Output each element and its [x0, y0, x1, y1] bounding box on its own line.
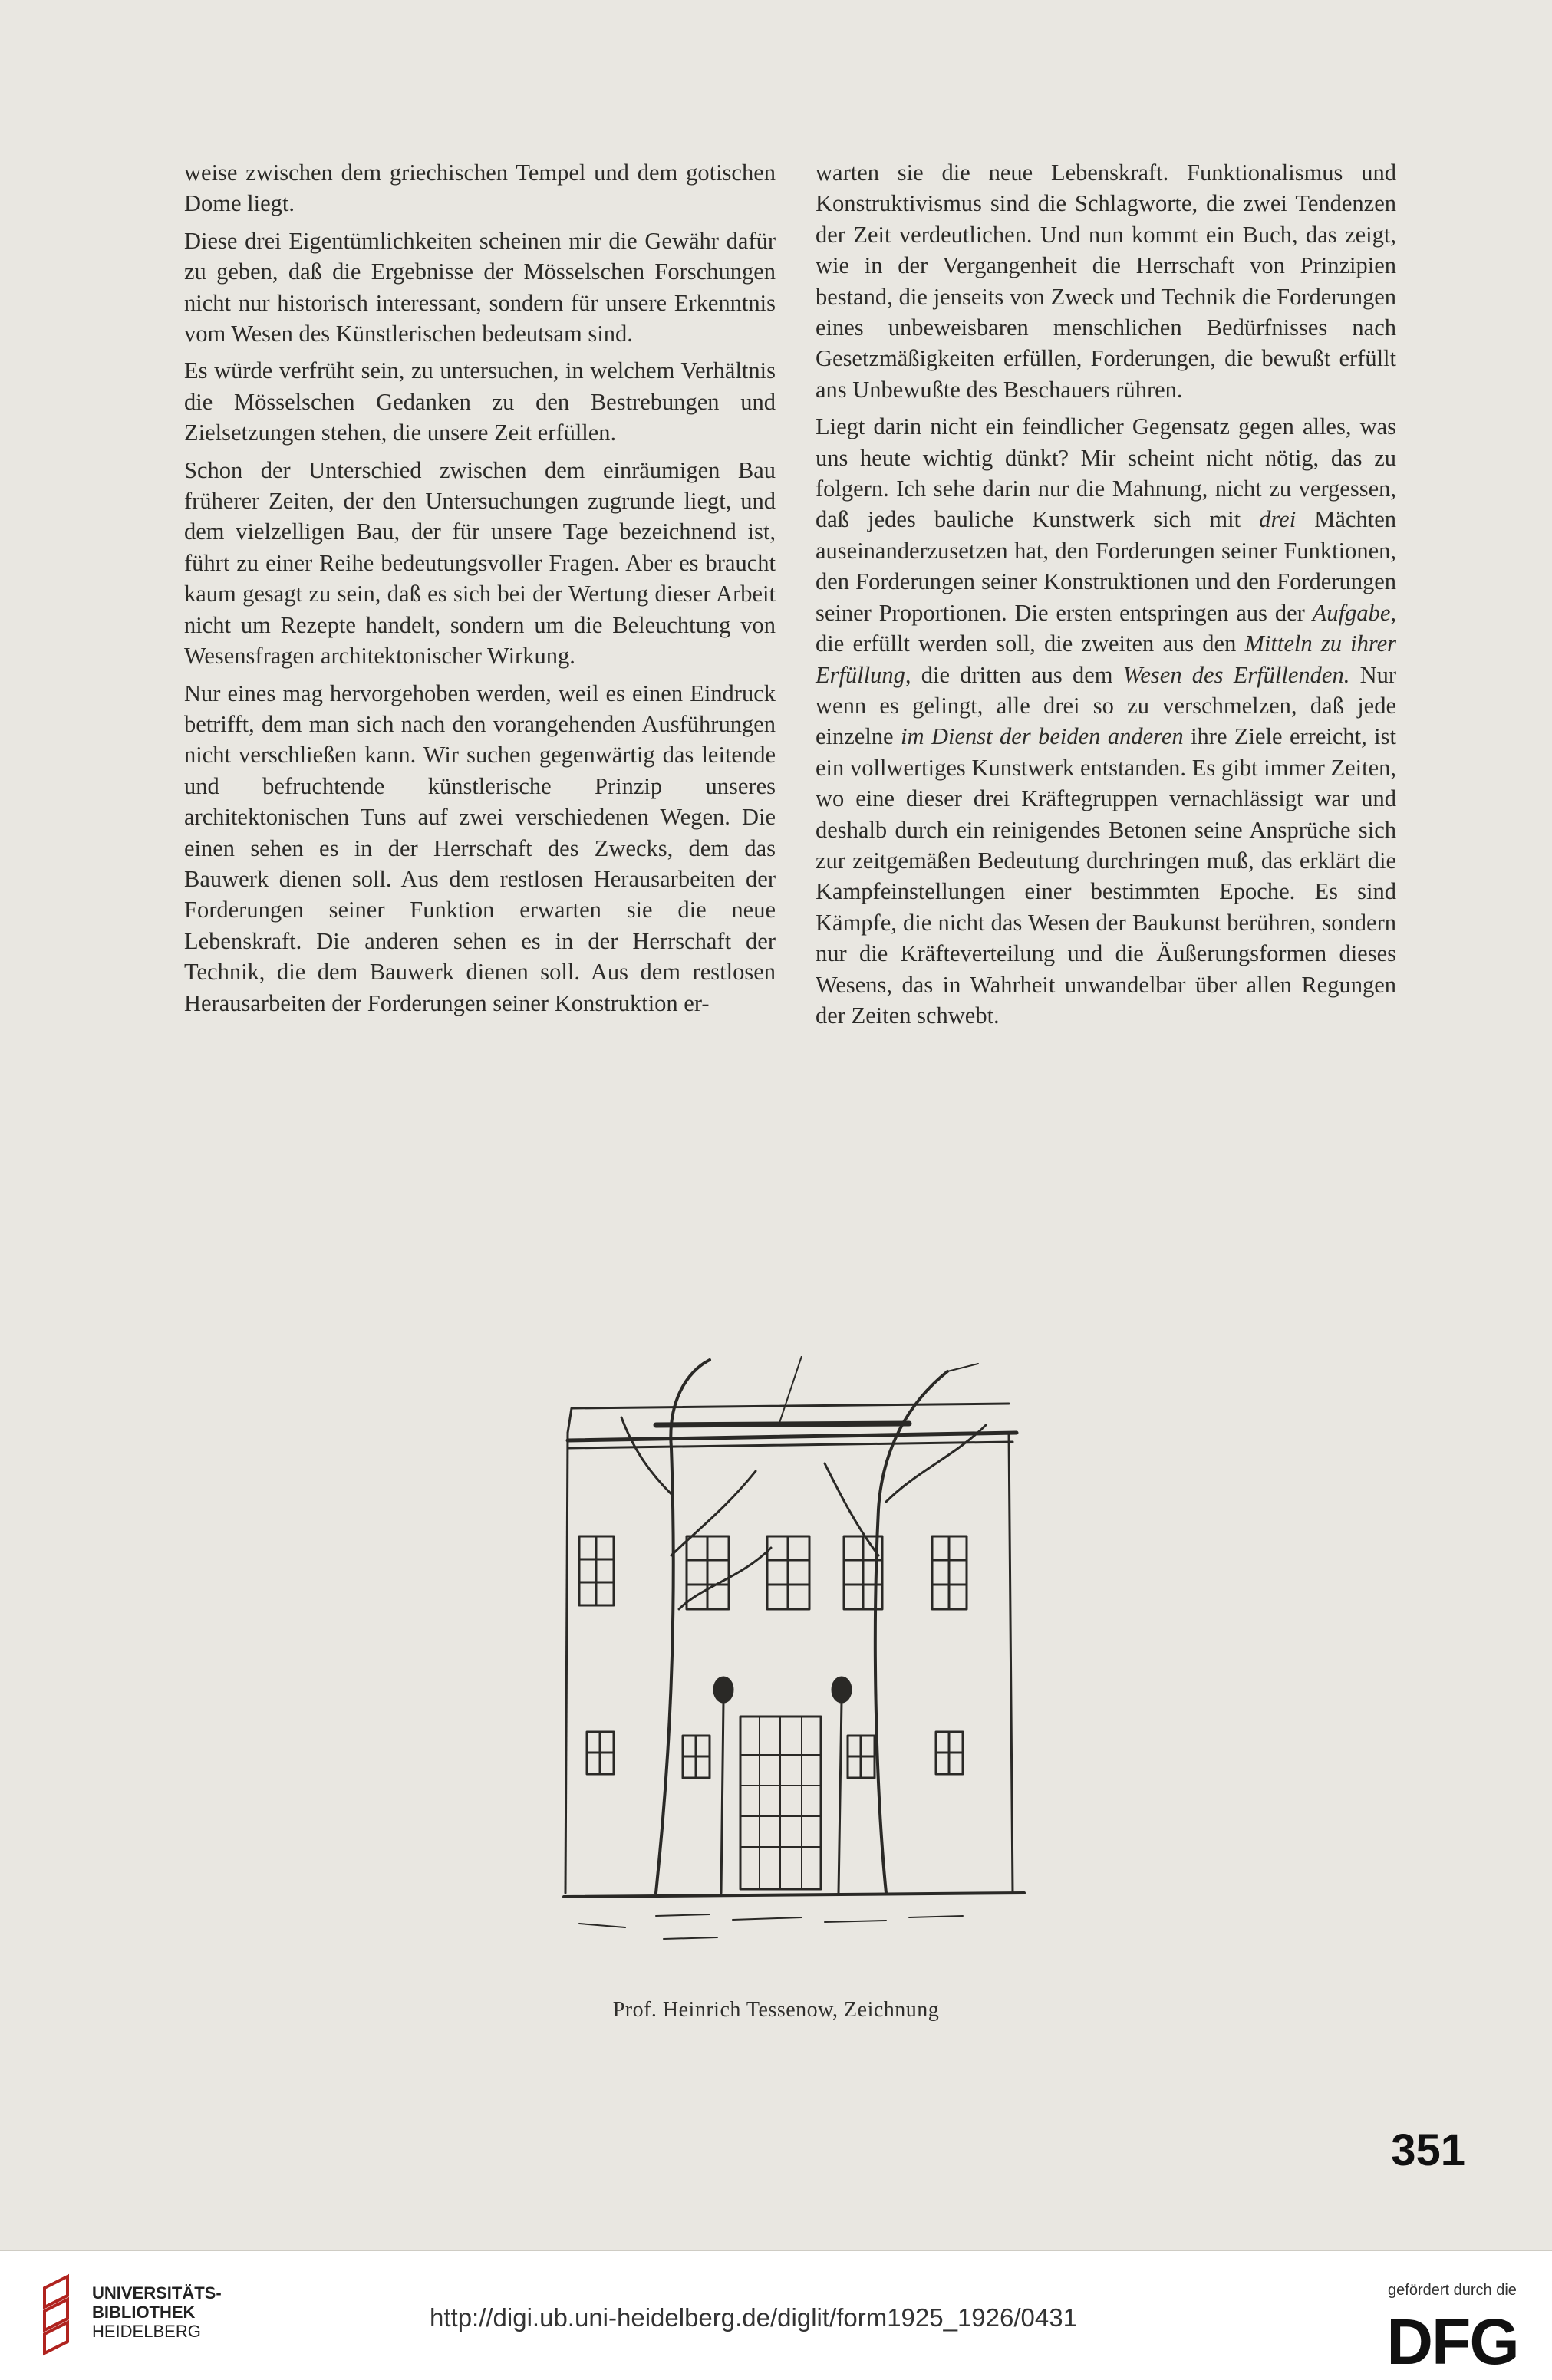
- emphasis: Mitteln zu ihrer Erfüllung,: [816, 630, 1397, 688]
- text-run: die erfüllt werden soll, die zweiten aus den: [816, 630, 1245, 657]
- institution-line: BIBLIOTHEK: [92, 2303, 196, 2322]
- text-run: Nur wenn es gelingt, alle drei so zu verschmelzen, daß jede einzelne: [816, 661, 1396, 750]
- paragraph: Es würde verfrüht sein, zu untersuchen, in welchem Verhältnis die Mösselschen Gedanken zu den Bestrebungen und Zielsetzungen stehen, die unsere Zeit erfüllen.: [184, 357, 776, 446]
- text-run: Mächten auseinanderzusetzen hat, den Forderungen seiner Funktionen, den Forderungen seiner Konstruktionen und den Forderungen seiner Proportionen. Die ersten entspringen aus der: [816, 506, 1396, 626]
- paragraph: warten sie die neue Lebenskraft. Funktionalismus und Konstruktivismus sind die Schlagworte, die zwei Tendenzen der Zeit verdeutlichen. Und nun kommt ein Buch, das zeigt, wie in der Vergangenheit die Herrschaft von Prinzipien bestand, die jenseits von Zweck und Technik die Forderungen eines unbeweisbaren menschlichen Bedürfnisses nach Gesetzmäßigkeiten erfüllen, Forderungen, die bewußt erfüllt ans Unbewußte des Beschauers rühren.: [816, 160, 1396, 403]
- text-run: die dritten aus dem: [911, 661, 1123, 688]
- text-run: Liegt darin nicht ein feindlicher Gegensatz gegen alles, was uns heute wichtig dünkt? Mir scheint nicht nötig, das zu folgern. Ich sehe darin nur die Mahnung, nicht zu vergessen, daß jedes bauliche Kunstwerk sich mit: [816, 413, 1396, 533]
- emphasis: drei: [1259, 506, 1297, 533]
- left-text-column: [184, 157, 776, 1019]
- library-footer: [0, 2251, 1552, 2380]
- right-text-column: [816, 157, 1396, 1031]
- paragraph: Schon der Unterschied zwischen dem einräumigen Bau früherer Zeiten, der den Untersuchungen zugrunde liegt, und dem vielzelligen Bau, der für unsere Tage bezeichnend ist, führt zu einer Reihe bedeutungsvoller Fragen. Aber es braucht kaum gesagt zu sein, daß es sich bei der Wertung dieser Arbeit nicht um Rezepte handelt, sondern um die Beleuchtung von Wesensfragen architektonischer Wirkung.: [184, 456, 776, 670]
- page-number: 351: [1391, 2125, 1465, 2175]
- paragraph: Nur eines mag hervorgehoben werden, weil es einen Eindruck betrifft, dem man sich nach den vorangehenden Ausführungen nicht verschließen kann. Wir suchen gegenwärtig das leitende und befruchtende künstlerische Prinzip unseres architektonischen Tuns auf zwei verschiedenen Wegen. Die einen sehen es in der Herrschaft des Zwecks, dem das Bauwerk dienen soll. Aus dem restlosen Herausarbeiten der Forderungen seiner Funktion erwarten sie die neue Lebenskraft. Die anderen sehen es in der Herrschaft der Technik, die dem Bauwerk dienen soll. Aus dem restlosen Herausarbeiten der Forderungen seiner Konstruktion er-: [184, 680, 776, 1016]
- house-sketch-illustration: [549, 1356, 1070, 1954]
- paragraph: Diese drei Eigentümlichkeiten scheinen mir die Gewähr dafür zu geben, daß die Ergebnisse der Mösselschen Forschungen nicht nur historisch interessant, sondern für unsere Erkenntnis vom Wesen des Künstlerischen bedeutsam sind.: [184, 227, 776, 347]
- funding-note: gefördert durch die: [1388, 2282, 1517, 2299]
- paragraph: [816, 411, 1396, 1031]
- institution-line: HEIDELBERG: [92, 2322, 201, 2341]
- permalink-url[interactable]: http://digi.ub.uni-heidelberg.de/diglit/form1925_1926/0431: [430, 2303, 1077, 2332]
- emphasis: im Dienst der beiden anderen: [901, 723, 1184, 750]
- emphasis: Aufgabe,: [1312, 599, 1396, 626]
- university-library-logo-icon: [37, 2273, 83, 2357]
- figure-caption: Prof. Heinrich Tessenow, Zeichnung: [612, 1998, 940, 2022]
- dfg-logo: DFG: [1386, 2306, 1518, 2378]
- emphasis: Wesen des Erfüllenden.: [1122, 661, 1350, 688]
- institution-name: [92, 2283, 222, 2341]
- text-run: ihre Ziele erreicht, ist ein vollwertiges Kunstwerk entstanden. Es gibt immer Zeiten, wo eine dieser drei Kräftegruppen vernachlässigt war und deshalb durch ein reinigendes Betonen seine Ansprüche sich zur zeitgemäßen Bedeutung durchringen muß, das erklärt die Kampfeinstellungen einer bestimmten Epoche. Es sind Kämpfe, die nicht das Wesen der Baukunst berühren, sondern nur die Kräfteverteilung und die Äußerungsformen dieses Wesens, das in Wahrheit unwandelbar über allen Regungen der Zeiten schwebt.: [816, 723, 1396, 1029]
- institution-line: UNIVERSITÄTS-: [92, 2283, 222, 2303]
- paragraph: weise zwischen dem griechischen Tempel und dem gotischen Dome liegt.: [184, 160, 776, 217]
